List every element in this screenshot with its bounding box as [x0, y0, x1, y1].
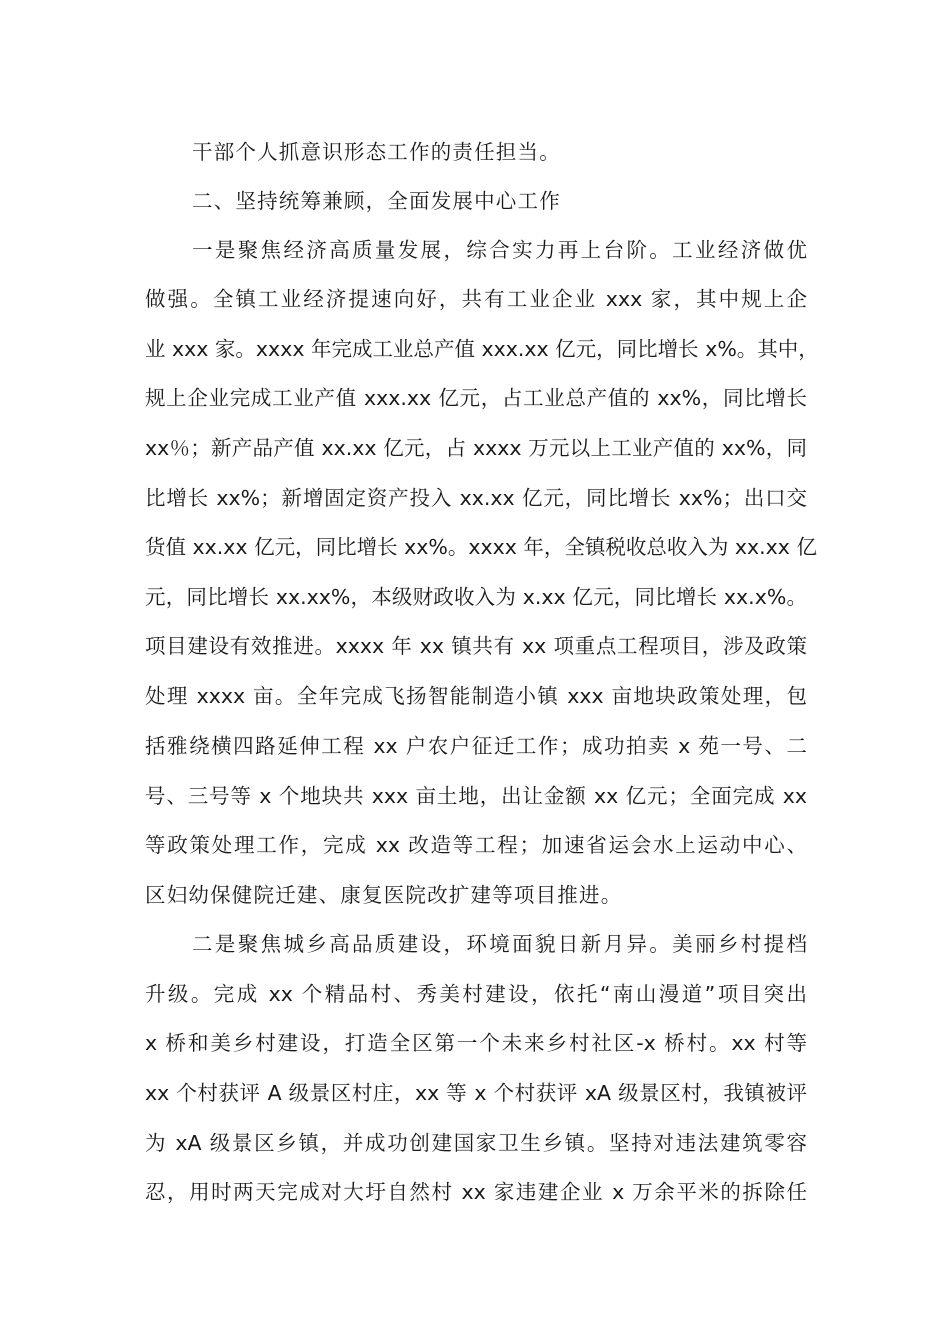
- section-heading: 二、坚持统筹兼顾，全面发展中心工作: [192, 189, 561, 213]
- text-line: 忍，用时两天完成对大圩自然村 xx 家违建企业 x 万余平米的拆除任: [145, 1180, 807, 1204]
- text-line: 区妇幼保健院迁建、康复医院改扩建等项目推进。: [145, 883, 623, 907]
- text-line: xx 个村获评 A 级景区村庄，xx 等 x 个村获评 xA 级景区村，我镇被评: [145, 1081, 807, 1105]
- text-line: 升级。完成 xx 个精品村、秀美村建设，依托“南山漫道”项目突出: [145, 982, 807, 1006]
- text-line: 号、三号等 x 个地块共 xxx 亩土地，出让金额 xx 亿元；全面完成 xx: [145, 784, 807, 808]
- text-line: 规上企业完成工业产值 xxx.xx 亿元，占工业总产值的 xx%，同比增长: [145, 386, 807, 410]
- text-line: 为 xA 级景区乡镇，并成功创建国家卫生乡镇。坚持对违法建筑零容: [145, 1131, 807, 1155]
- text-line: x 桥和美乡村建设，打造全区第一个未来乡村社区-x 桥村。xx 村等: [145, 1031, 807, 1055]
- text-line: xx％；新产品产值 xx.xx 亿元，占 xxxx 万元以上工业产值的 xx%，同: [145, 436, 807, 460]
- text-line: 处理 xxxx 亩。全年完成飞扬智能制造小镇 xxx 亩地块政策处理，包: [145, 684, 807, 708]
- text-line: 一是聚焦经济高质量发展，综合实力再上台阶。工业经济做优: [192, 238, 807, 262]
- text-line: 等政策处理工作，完成 xx 改造等工程；加速省运会水上运动中心、: [145, 833, 807, 857]
- text-line: 干部个人抓意识形态工作的责任担当。: [192, 140, 561, 164]
- text-line: 二是聚焦城乡高品质建设，环境面貌日新月异。美丽乡村提档: [192, 932, 807, 956]
- text-line: 货值 xx.xx 亿元，同比增长 xx%。xxxx 年，全镇税收总收入为 xx.xx 亿: [145, 535, 817, 559]
- text-line: 业 xxx 家。xxxx 年完成工业总产值 xxx.xx 亿元，同比增长 x%。其中，: [145, 337, 819, 361]
- text-line: 项目建设有效推进。xxxx 年 xx 镇共有 xx 项重点工程项目，涉及政策: [145, 634, 807, 658]
- text-line: 做强。全镇工业经济提速向好，共有工业企业 xxx 家，其中规上企: [145, 287, 807, 311]
- text-line: 元，同比增长 xx.xx%，本级财政收入为 x.xx 亿元，同比增长 xx.x%。: [145, 585, 807, 609]
- text-line: 括雅绕横四路延伸工程 xx 户农户征迁工作；成功拍卖 x 苑一号、二: [145, 734, 807, 758]
- text-line: 比增长 xx%；新增固定资产投入 xx.xx 亿元，同比增长 xx%；出口交: [145, 486, 807, 510]
